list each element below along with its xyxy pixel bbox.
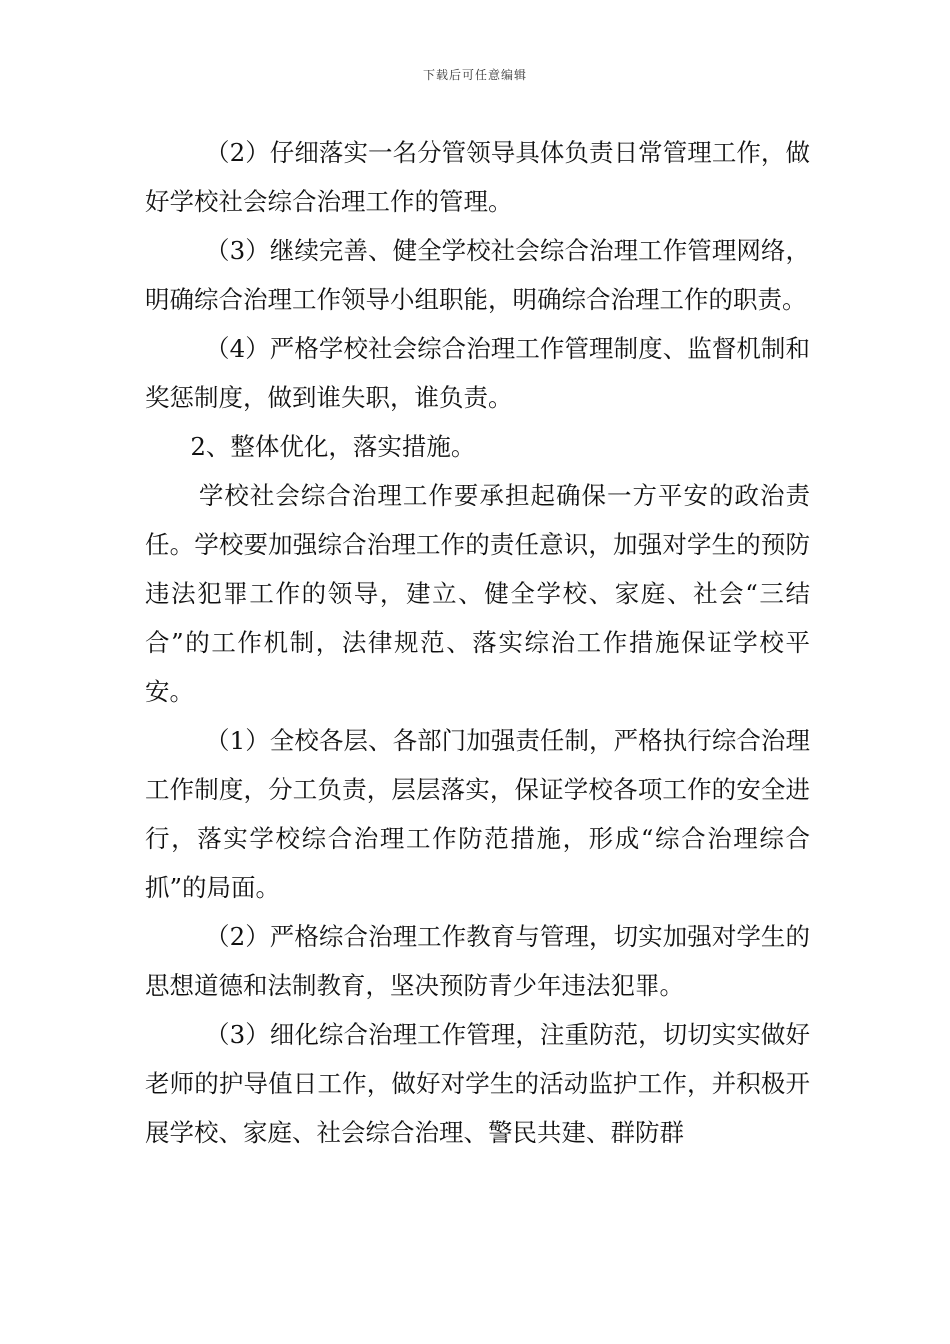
paragraph-item-3-management: （3）细化综合治理工作管理，注重防范，切切实实做好老师的护导值日工作，做好对学生的活动监护工作，并积极开展学校、家庭、社会综合治理、警民共建、群防群 bbox=[145, 1020, 810, 1147]
paragraph-item-1-responsibility: （1）全校各层、各部门加强责任制，严格执行综合治理工作制度，分工负责，层层落实，保证学校各项工作的安全进行，落实学校综合治理工作防范措施，形成“综合治理综合抓”的局面。 bbox=[145, 726, 810, 902]
paragraph-item-3-network: （3）继续完善、健全学校社会综合治理工作管理网络，明确综合治理工作领导小组职能，明确综合治理工作的职责。 bbox=[145, 236, 810, 314]
paragraph-item-2-education: （2）严格综合治理工作教育与管理，切实加强对学生的思想道德和法制教育，坚决预防青少年违法犯罪。 bbox=[145, 922, 810, 1000]
section-heading-2: 2、整体优化，落实措施。 bbox=[190, 432, 476, 461]
paragraph-section-2-intro: 学校社会综合治理工作要承担起确保一方平安的政治责任。学校要加强综合治理工作的责任意识，加强对学生的预防违法犯罪工作的领导，建立、健全学校、家庭、社会“三结合”的工作机制，法律规范、落实综治工作措施保证学校平安。 bbox=[145, 481, 810, 706]
paragraph-item-4-system: （4）严格学校社会综合治理工作管理制度、监督机制和奖惩制度，做到谁失职，谁负责。 bbox=[145, 334, 810, 412]
document-body bbox=[145, 128, 810, 1157]
paragraph-item-2-duty: （2）仔细落实一名分管领导具体负责日常管理工作，做好学校社会综合治理工作的管理。 bbox=[145, 138, 810, 216]
page-header-note: 下载后可任意编辑 bbox=[422, 68, 527, 82]
